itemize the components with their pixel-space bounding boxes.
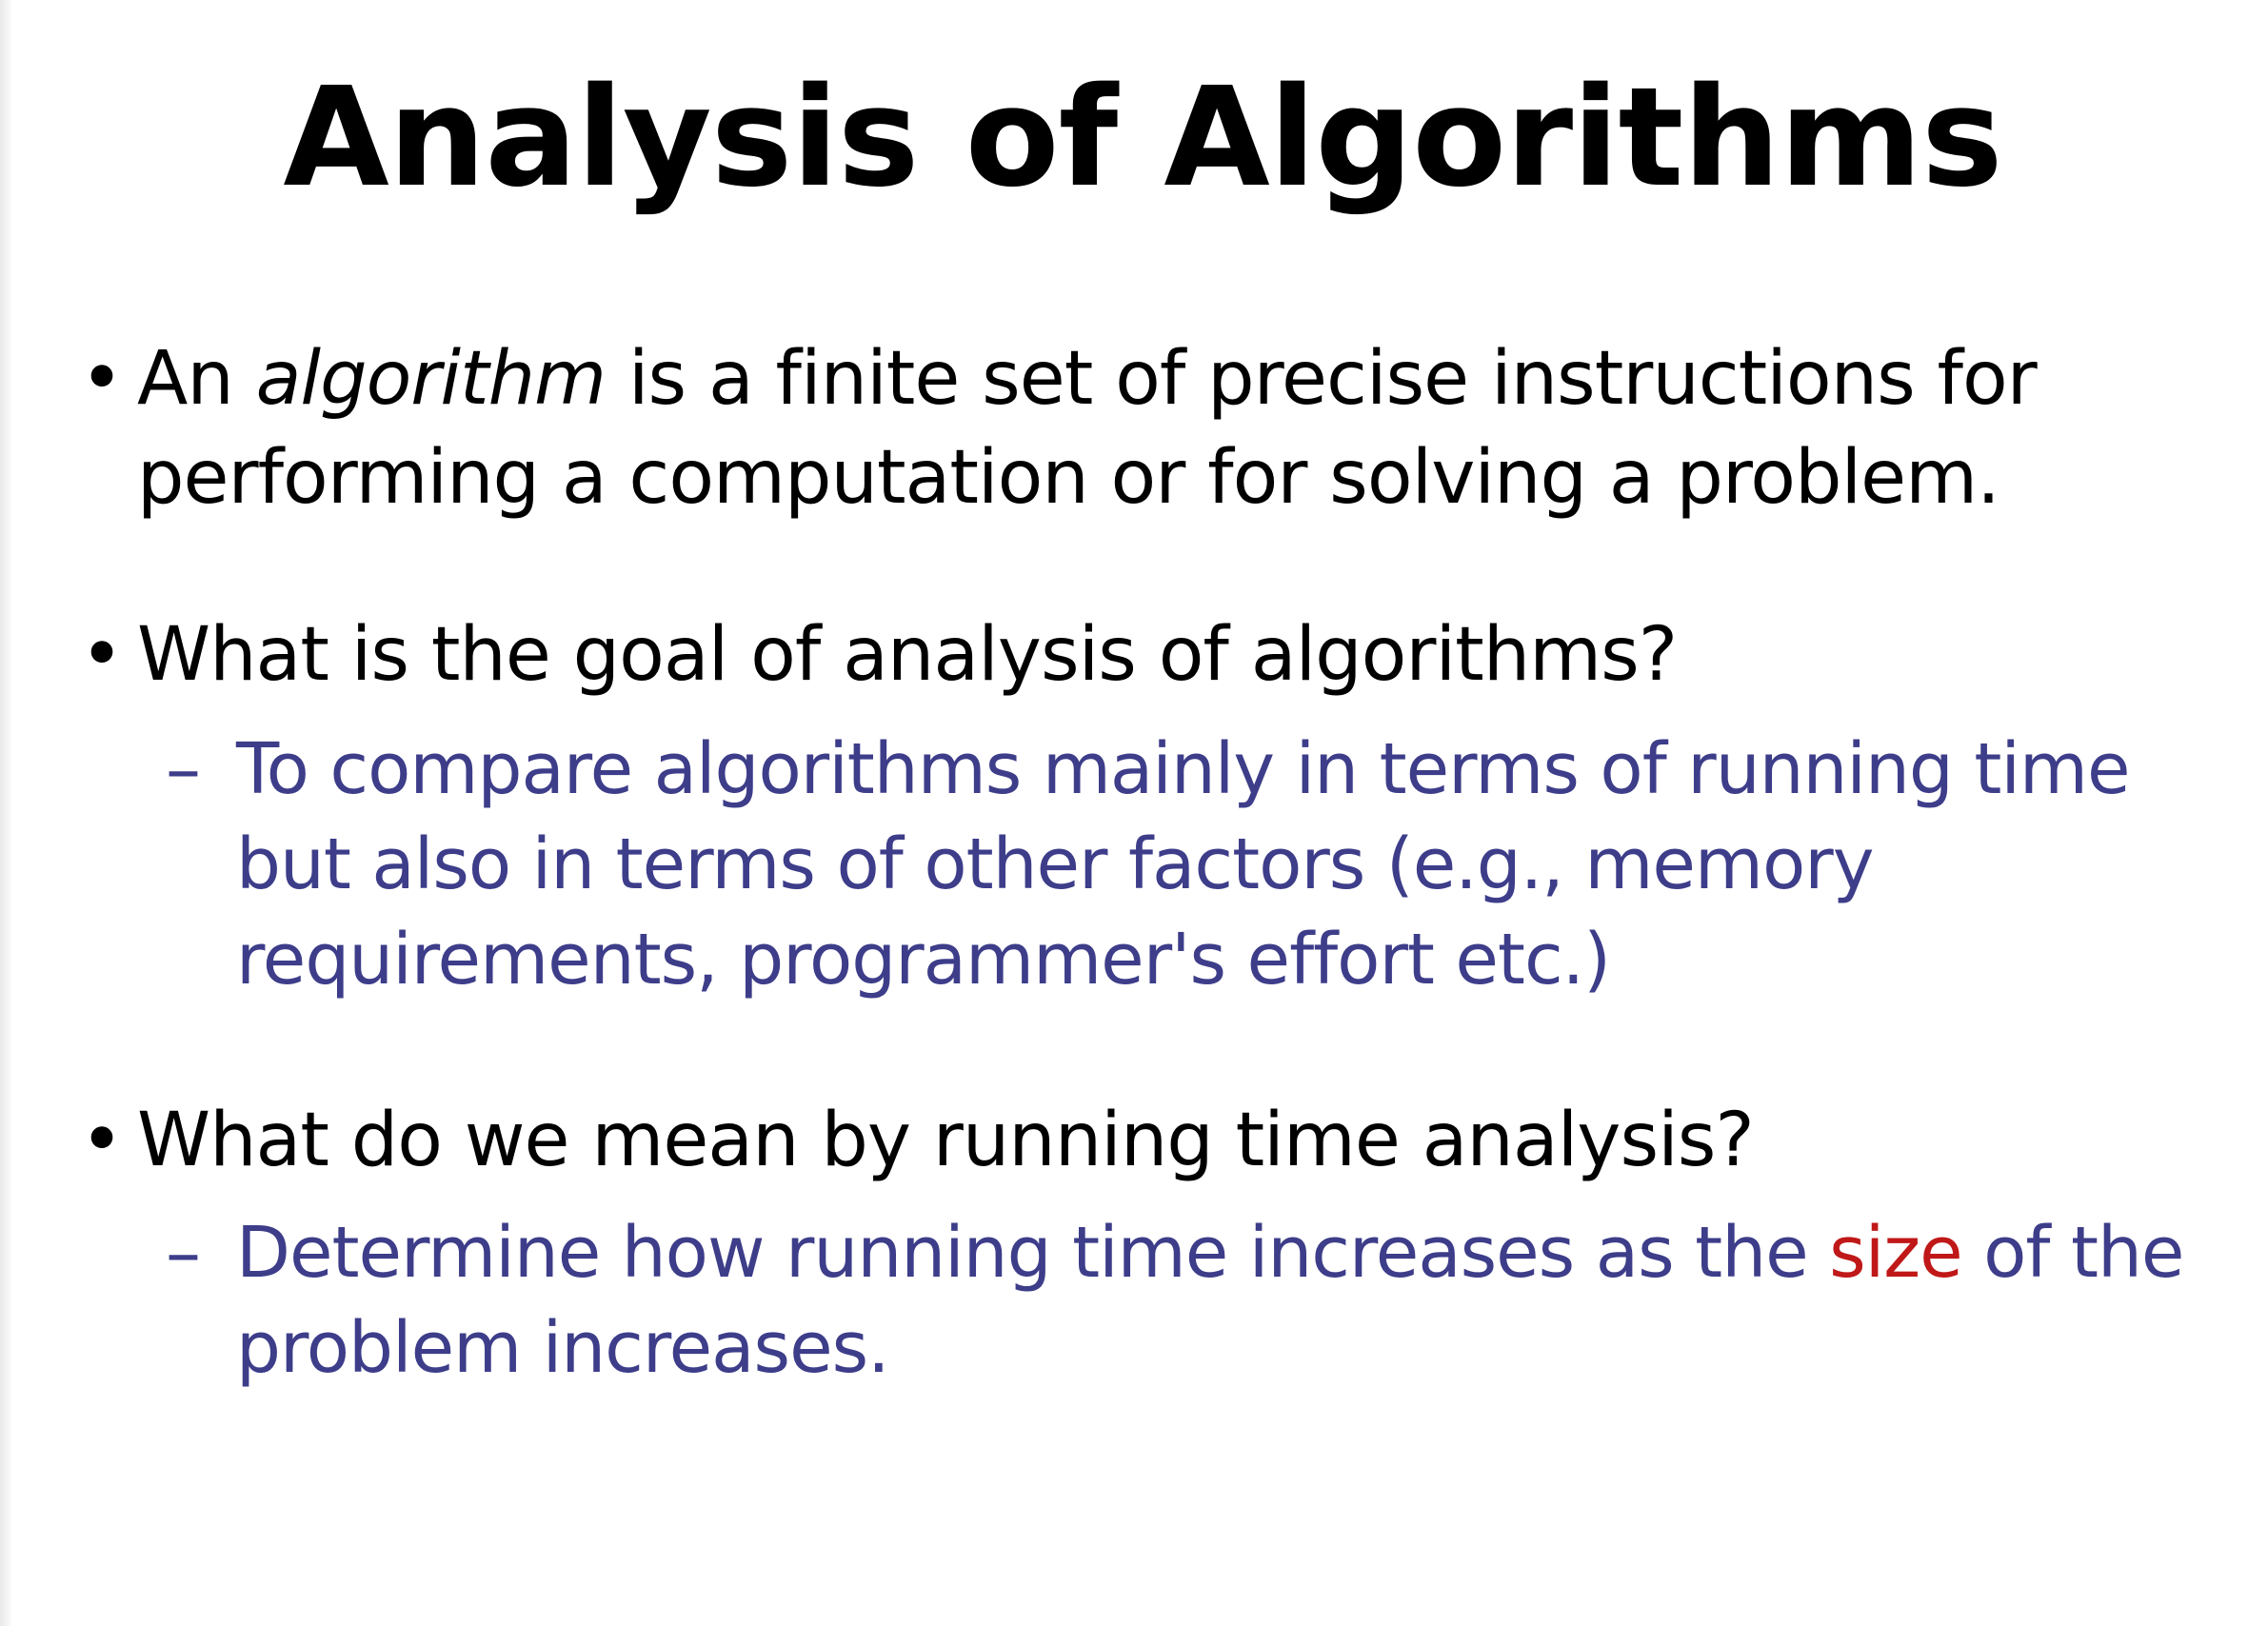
sub-bullet-running-time-answer: [166, 1205, 2203, 1396]
bullet-text-post: is a finite set of precise instructions for performing a computation or for solving a problem.: [137, 336, 2037, 521]
sub-bullet-text: [236, 1205, 2203, 1396]
bullet-text-pre: An: [137, 336, 256, 422]
sub-bullet-goal-answer: [166, 722, 2203, 1007]
bullet-goal-question: [80, 605, 2213, 704]
highlighted-term-size: size: [1829, 1212, 1962, 1294]
bullet-text: What do we mean by running time analysis?: [137, 1098, 1754, 1183]
bullet-dot: •: [80, 336, 124, 422]
sub-bullet-dash: –: [166, 1212, 200, 1294]
sub-bullet-text-post: of the problem increases.: [236, 1212, 2184, 1389]
bullet-algorithm-definition: [80, 329, 2213, 527]
bullet-text: [137, 329, 2213, 527]
sub-bullet-text: To compare algorithms mainly in terms of running time but also in terms of other factors (e.g., memory requirements, programmer's effort etc.): [236, 728, 2130, 1001]
bullet-emphasis-term: algorithm: [255, 336, 607, 422]
slide-left-edge: [0, 0, 11, 1626]
bullet-dot: •: [80, 612, 124, 698]
sub-bullet-dash: –: [166, 728, 200, 810]
bullet-dot: •: [80, 1098, 124, 1183]
bullet-running-time-question: [80, 1091, 2213, 1190]
bullet-text: What is the goal of analysis of algorithms?: [137, 612, 1678, 698]
sub-bullet-text-pre: Determine how running time increases as the: [236, 1212, 1830, 1294]
slide-title: Analysis of Algorithms: [283, 57, 2002, 217]
